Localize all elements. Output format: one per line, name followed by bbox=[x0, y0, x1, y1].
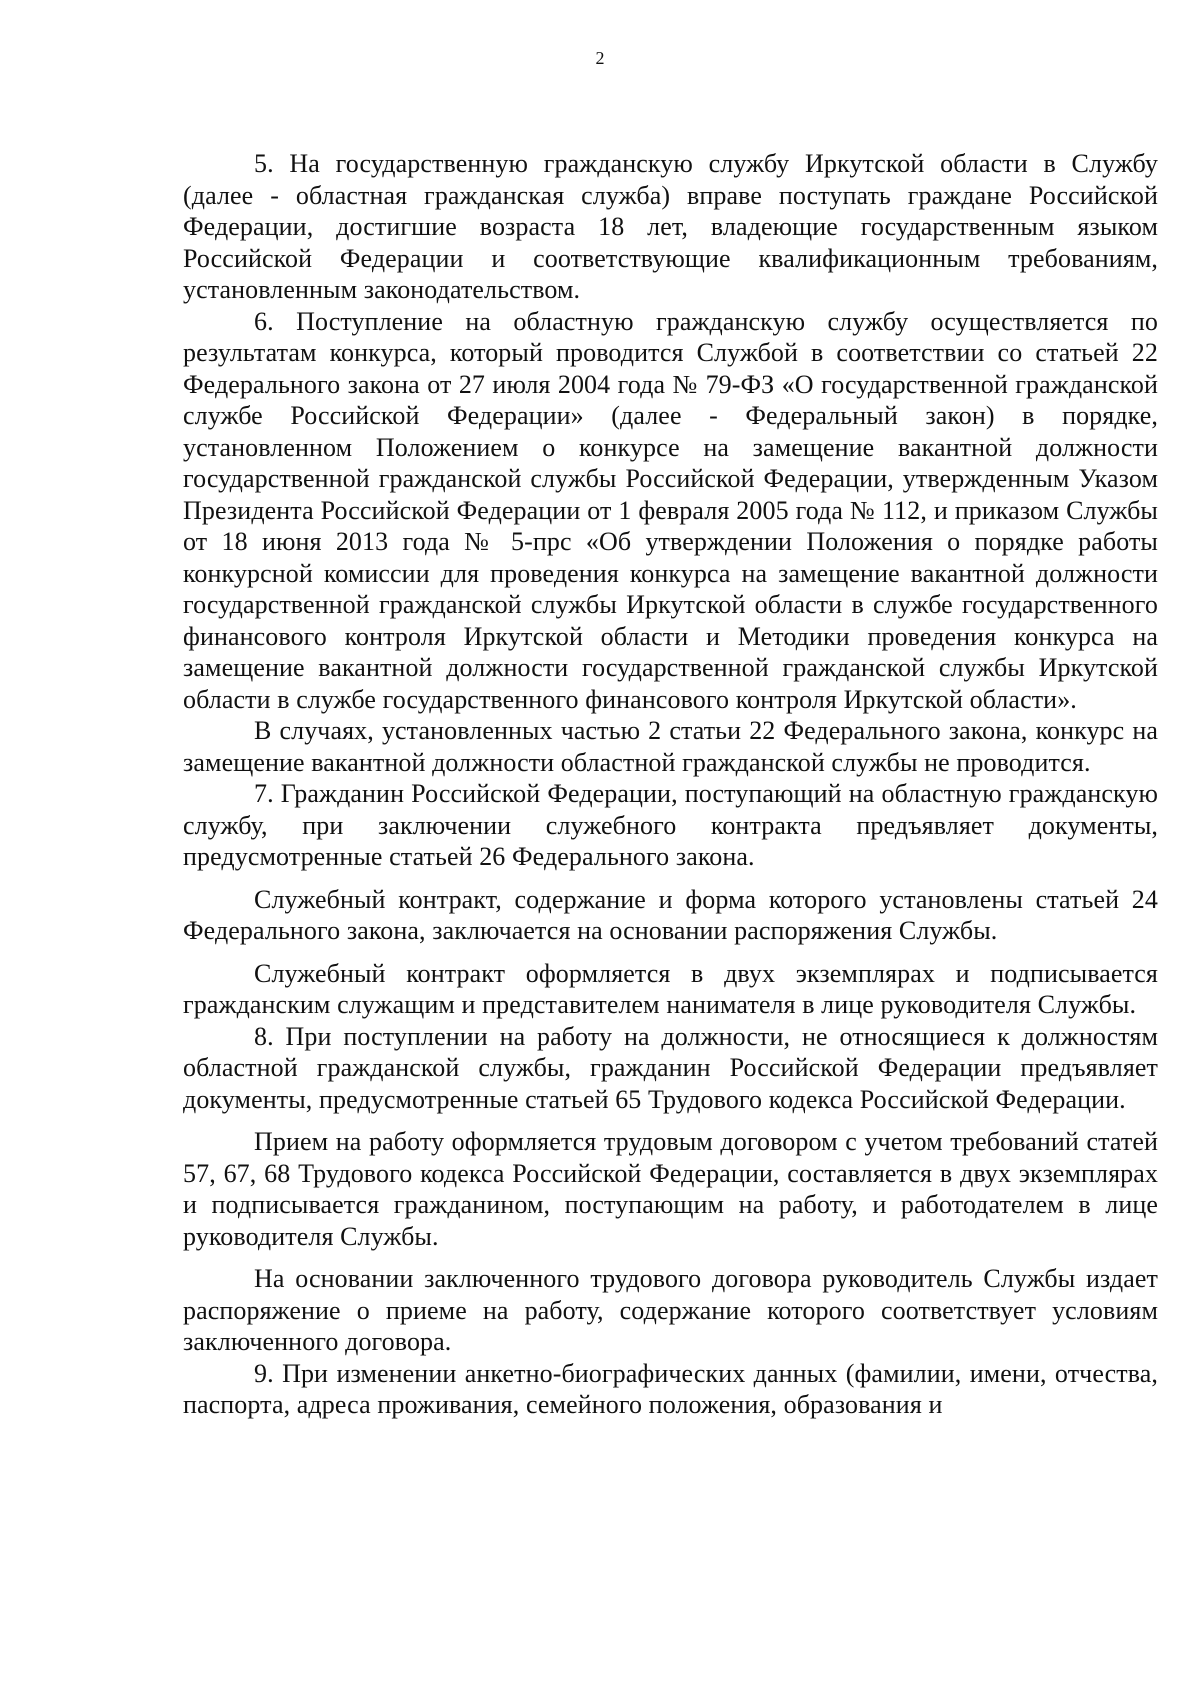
paragraph-8-order: На основании заключенного трудового договора руководитель Службы издает распоряжение о приеме на работу, содержание которого соответствует условиям заключенного договора. bbox=[183, 1264, 1158, 1356]
paragraph-6-exception: В случаях, установленных частью 2 статьи 22 Федерального закона, конкурс на замещение вакантной должности областной гражданской службы не проводится. bbox=[183, 716, 1158, 777]
paragraph-7-contract-signing: Служебный контракт оформляется в двух экземплярах и подписывается гражданским служащим и представителем нанимателя в лице руководителя Службы. bbox=[183, 958, 1158, 1019]
paragraph-5: 5. На государственную гражданскую службу Иркутской области в Службу (далее - областная гражданская служба) вправе поступать граждане Российской Федерации, достигшие возраста 18 лет, владеющие государственным языком Российской Федерации и соответствующие квалификационным требованиям, установленным законодательством. bbox=[183, 149, 1158, 304]
paragraph-7-contract: Служебный контракт, содержание и форма которого установлены статьей 24 Федерального закона, заключается на основании распоряжения Службы. bbox=[183, 884, 1158, 945]
paragraph-6: 6. Поступление на областную гражданскую службу осуществляется по результатам конкурса, который проводится Службой в соответствии со статьей 22 Федерального закона от 27 июля 2004 года № 79-ФЗ «О государственной гражданской службе Российской Федерации» (далее - Федеральный закон) в порядке, установленном Положением о конкурсе на замещение вакантной должности государственной гражданской службы Российской Федерации, утвержденным Указом Президента Российской Федерации от 1 февраля 2005 года № 112, и приказом Службы от 18 июня 2013 года № 5-прс «Об утверждении Положения о порядке работы конкурсной комиссии для проведения конкурса на замещение вакантной должности государственной гражданской службы Иркутской области в службе государственного финансового контроля Иркутской области и Методики проведения конкурса на замещение вакантной должности государственной гражданской службы Иркутской области в службе государственного финансового контроля Иркутской области». bbox=[183, 306, 1158, 714]
paragraph-8-employment: Прием на работу оформляется трудовым договором с учетом требований статей 57, 67, 68 Трудового кодекса Российской Федерации, составляется в двух экземплярах и подписывается гражданином, поступающим на работу, и работодателем в лице руководителя Службы. bbox=[183, 1127, 1158, 1251]
paragraph-8: 8. При поступлении на работу на должности, не относящиеся к должностям областной гражданской службы, гражданин Российской Федерации предъявляет документы, предусмотренные статьей 65 Трудового кодекса Российской Федерации. bbox=[183, 1021, 1158, 1114]
page-number: 2 bbox=[595, 48, 605, 68]
paragraph-7: 7. Гражданин Российской Федерации, поступающий на областную гражданскую службу, при заключении служебного контракта предъявляет документы, предусмотренные статьей 26 Федерального закона. bbox=[183, 779, 1158, 871]
paragraph-9: 9. При изменении анкетно-биографических данных (фамилии, имени, отчества, паспорта, адреса проживания, семейного положения, образования и bbox=[183, 1358, 1158, 1419]
document-body bbox=[183, 148, 1158, 1421]
